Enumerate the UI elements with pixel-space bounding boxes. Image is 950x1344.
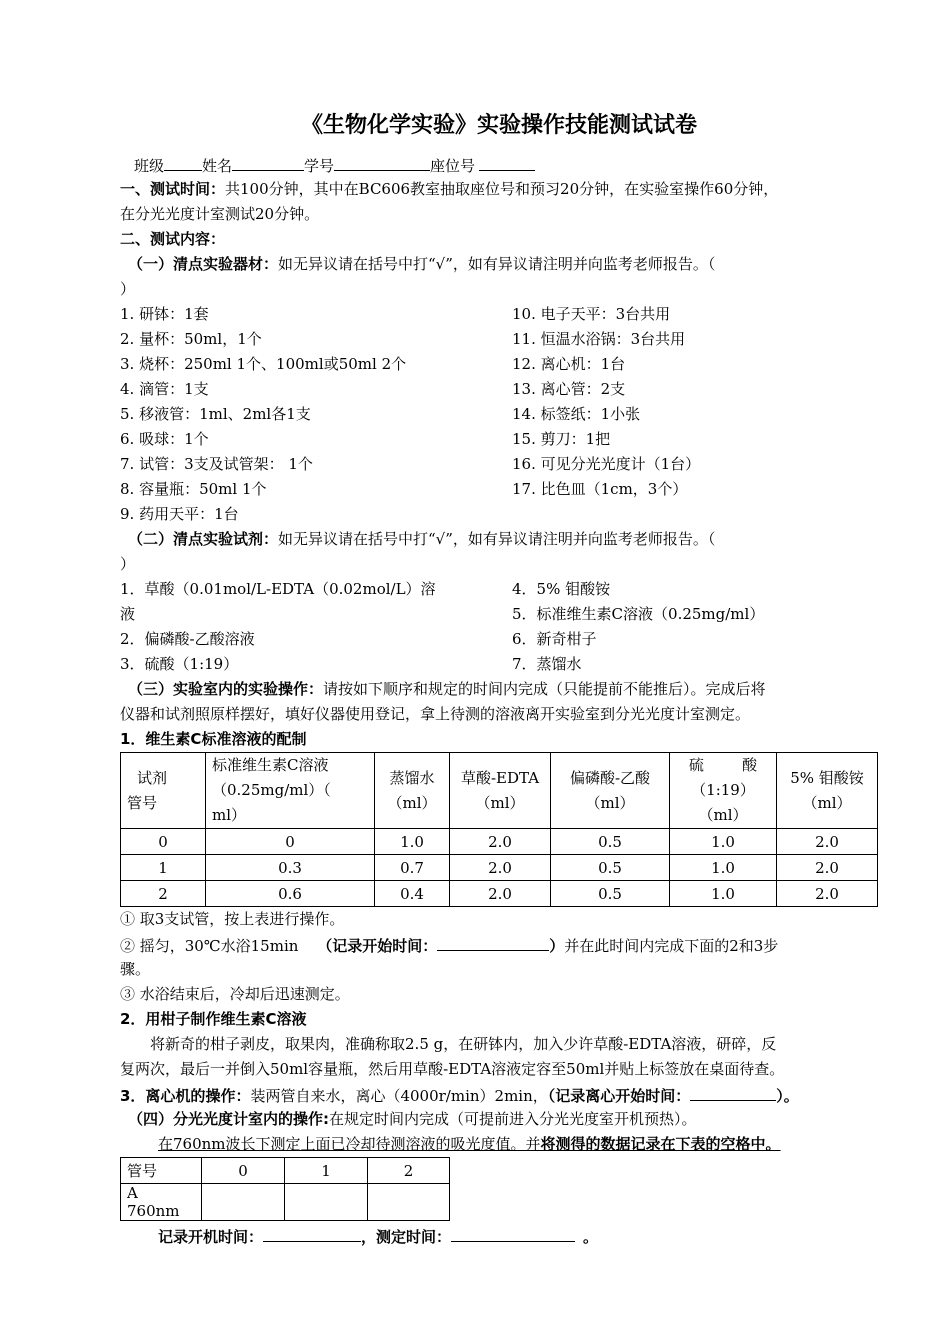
page-title: 《生物化学实验》实验操作技能测试试卷 [300, 113, 697, 138]
step-2-continue: 并在此时间内完成下面的2和3步 [564, 937, 779, 955]
list-item: 2．偏磷酸-乙酸溶液 [120, 630, 255, 648]
subsection-2-text-2: 复两次，最后一并倒入50ml容量瓶，然后用草酸-EDTA溶液定容至50ml并贴上标签放在桌面待查。 [120, 1060, 785, 1078]
table-cell: 0.5 [551, 881, 670, 907]
table-row [121, 855, 878, 881]
list-item: 5. 移液管：1ml、2ml各1支 [120, 405, 311, 423]
table-header-cell [450, 753, 551, 829]
part-4-text: 在规定时间内完成（可提前进入分光光度室开机预热）。 [329, 1110, 697, 1128]
list-item: 2. 量杯：50ml，1个 [120, 330, 262, 348]
table-cell: 1.0 [670, 881, 777, 907]
record-end: 。 [583, 1228, 599, 1246]
section-2-heading: 二、测试内容： [120, 230, 226, 248]
header-line: （ml） [387, 793, 437, 812]
list-item: 6. 吸球：1个 [120, 430, 209, 448]
list-item: 11. 恒温水浴锅：3台共用 [512, 330, 686, 348]
step-2-wrap: 骤。 [120, 960, 151, 978]
header-line: 蒸馏水 [389, 768, 435, 787]
table-header-cell: 0 [202, 1158, 285, 1184]
header-line: 5% 钼酸铵 [790, 768, 864, 787]
reagent-left-column [120, 577, 486, 677]
table-row [121, 1184, 450, 1221]
list-item: 9. 药用天平：1台 [120, 505, 239, 523]
part-2-line [120, 527, 878, 552]
centrifuge-start-field[interactable] [690, 1082, 776, 1101]
equipment-right-column [486, 302, 878, 527]
exam-paper [120, 108, 878, 1248]
section-1-text-2: 在分光光度计室测试20分钟。 [120, 205, 320, 223]
part-1-text-end: ） [120, 280, 136, 298]
student-info-row [120, 152, 878, 177]
list-item: 4．5% 钼酸铵 [512, 580, 611, 598]
header-line: （0.25mg/ml）（ [212, 781, 331, 799]
table-header-row [121, 753, 878, 829]
table-cell: 0.5 [551, 855, 670, 881]
header-line: 偏磷酸-乙酸 [569, 768, 651, 787]
absorbance-table [120, 1157, 450, 1221]
list-item: 7．蒸馏水 [512, 655, 582, 673]
table-header-cell [670, 753, 777, 829]
list-item: 6．新奇柑子 [512, 630, 597, 648]
part-1-heading: （一）清点实验器材： [128, 255, 279, 273]
table-header-cell [551, 753, 670, 829]
start-time-field[interactable] [437, 932, 549, 951]
student-id-label: 学号 [304, 157, 335, 175]
header-line: （ml） [475, 793, 525, 812]
table-header-cell [375, 753, 450, 829]
part-1-text: 如无异议请在括号中打“√”，如有异议请注明并向监考老师报告。（ [278, 255, 716, 273]
part-4-instruction [120, 1132, 878, 1157]
header-line: ml） [212, 806, 247, 824]
list-item: 17. 比色皿（1cm，3个） [512, 480, 688, 498]
absorbance-input-2[interactable] [368, 1184, 450, 1221]
part-4-instruction-a: 在760nm波长下测定上面已冷却待测溶液的吸光度值。并 [158, 1135, 541, 1153]
header-line: （ml） [698, 806, 748, 824]
section-1-heading: 一、测试时间： [120, 180, 226, 198]
table-cell: 2.0 [450, 881, 551, 907]
subsection-3-heading: 3．离心机的操作： [120, 1087, 251, 1105]
absorbance-input-1[interactable] [285, 1184, 368, 1221]
part-3-heading: （三）实验室内的实验操作： [128, 680, 324, 698]
table-cell: 1 [121, 855, 206, 881]
part-3-text-1: 请按如下顺序和规定的时间内完成（只能提前不能推后）。完成后将 [323, 680, 766, 698]
list-item: 10. 电子天平：3台共用 [512, 305, 671, 323]
header-line: （ml） [802, 793, 852, 812]
equipment-left-column [120, 302, 486, 527]
power-on-time-field[interactable] [263, 1223, 361, 1242]
table-cell: 1.0 [670, 829, 777, 855]
class-label: 班级 [134, 157, 165, 175]
student-id-field[interactable] [334, 152, 430, 171]
record-centrifuge-close: ）。 [776, 1087, 799, 1105]
equipment-list [120, 302, 878, 527]
part-2-text-end: ） [120, 555, 136, 573]
list-item: 5．标准维生素C溶液（0.25mg/ml） [512, 605, 765, 623]
list-item: 15. 剪刀：1把 [512, 430, 611, 448]
subsection-3-line [120, 1082, 878, 1107]
part-1-line [120, 252, 878, 277]
header-line: 硫 酸 [688, 756, 758, 774]
step-2-text: ② 摇匀，30℃水浴15min [120, 937, 299, 955]
table-row [121, 829, 878, 855]
reagent-list [120, 577, 878, 677]
part-2-heading: （二）清点实验试剂： [128, 530, 279, 548]
vitamin-c-standard-table [120, 752, 878, 907]
table-cell: 1.0 [375, 829, 450, 855]
table-header-cell [121, 753, 206, 829]
part-3-text-2: 仪器和试剂照原样摆好，填好仪器使用登记，拿上待测的溶液离开实验室到分光光度计室测定。 [120, 705, 751, 723]
reagent-right-column [486, 577, 878, 677]
table-cell: 2.0 [450, 855, 551, 881]
part-2-text: 如无异议请在括号中打“√”，如有异议请注明并向监考老师报告。（ [278, 530, 716, 548]
table-row [121, 881, 878, 907]
table-cell: 0.3 [206, 855, 375, 881]
list-item: 16. 可见分光光度计（1台） [512, 455, 701, 473]
measure-time-field[interactable] [451, 1223, 575, 1242]
class-field[interactable] [164, 152, 202, 171]
table-header-cell: 1 [285, 1158, 368, 1184]
header-line: （ml） [585, 793, 635, 812]
subsection-1-heading: 1．维生素C标准溶液的配制 [120, 730, 307, 748]
section-1-text-1: 共100分钟，其中在BC606教室抽取座位号和预习20分钟，在实验室操作60分钟， [225, 180, 779, 198]
measure-time-label: ，测定时间： [361, 1228, 452, 1246]
name-label: 姓名 [202, 157, 233, 175]
step-2 [120, 932, 878, 957]
table-header-cell: 2 [368, 1158, 450, 1184]
name-field[interactable] [232, 152, 304, 171]
table-header-row [121, 1158, 450, 1184]
table-cell: 2 [121, 881, 206, 907]
table-cell: 0 [121, 829, 206, 855]
table-cell: 0.7 [375, 855, 450, 881]
list-item: 8. 容量瓶：50ml 1个 [120, 480, 267, 498]
record-start-close: ） [549, 937, 565, 955]
record-start-label: （记录开始时间： [317, 937, 438, 955]
table-cell: 1.0 [670, 855, 777, 881]
table-header-cell: 管号 [121, 1158, 202, 1184]
header-line: （1:19） [691, 781, 755, 799]
list-item: 1. 研钵：1套 [120, 305, 209, 323]
list-item: 13. 离心管：2支 [512, 380, 626, 398]
table-header-cell [777, 753, 878, 829]
absorbance-input-0[interactable] [202, 1184, 285, 1221]
table-cell: 0.4 [375, 881, 450, 907]
header-line: 管号 [127, 793, 158, 812]
table-header-cell [206, 753, 375, 829]
power-on-time-label: 记录开机时间： [158, 1228, 264, 1246]
table-cell: 0.6 [206, 881, 375, 907]
header-line: 标准维生素C溶液 [212, 756, 329, 774]
header-line: 试剂 [137, 768, 168, 787]
section-1-line-1 [120, 177, 878, 202]
list-item: 7. 试管：3支及试管架： 1个 [120, 455, 313, 473]
table-cell: A 760nm [121, 1184, 202, 1221]
seat-label: 座位号 [430, 157, 476, 175]
table-cell: 2.0 [777, 881, 878, 907]
step-1: ① 取3支试管，按上表进行操作。 [120, 910, 345, 928]
list-item: 1．草酸（0.01mol/L-EDTA（0.02mol/L）溶 [120, 580, 436, 598]
table-cell: 2.0 [450, 829, 551, 855]
part-4-heading: （四）分光光度计室内的操作: [128, 1110, 329, 1128]
list-item: 14. 标签纸：1小张 [512, 405, 641, 423]
part-4-instruction-b: 将测得的数据记录在下表的空格中。 [540, 1135, 781, 1153]
seat-field[interactable] [479, 152, 535, 171]
part-3-line-1 [120, 677, 878, 702]
subsection-2-text-1: 将新奇的柑子剥皮，取果肉，准确称取2.5 g，在研钵内，加入少许草酸-EDTA溶液，研碎，反 [150, 1035, 777, 1053]
header-line: 草酸-EDTA [460, 768, 540, 787]
table-cell: 2.0 [777, 855, 878, 881]
part-4-line [120, 1107, 878, 1132]
subsection-3-text: 装两管自来水，离心（4000r/min）2min， [250, 1087, 548, 1105]
list-item: 12. 离心机：1台 [512, 355, 626, 373]
list-item: 液 [120, 605, 136, 623]
table-cell: 2.0 [777, 829, 878, 855]
list-item: 3．硫酸（1:19） [120, 655, 239, 673]
table-cell: 0.5 [551, 829, 670, 855]
table-cell: 0 [206, 829, 375, 855]
record-times-line [120, 1223, 878, 1248]
record-centrifuge-label: （记录离心开始时间： [547, 1087, 691, 1105]
step-3: ③ 水浴结束后，冷却后迅速测定。 [120, 985, 350, 1003]
list-item: 3. 烧杯：250ml 1个、100ml或50ml 2个 [120, 355, 407, 373]
list-item: 4. 滴管：1支 [120, 380, 209, 398]
subsection-2-heading: 2．用柑子制作维生素C溶液 [120, 1010, 307, 1028]
